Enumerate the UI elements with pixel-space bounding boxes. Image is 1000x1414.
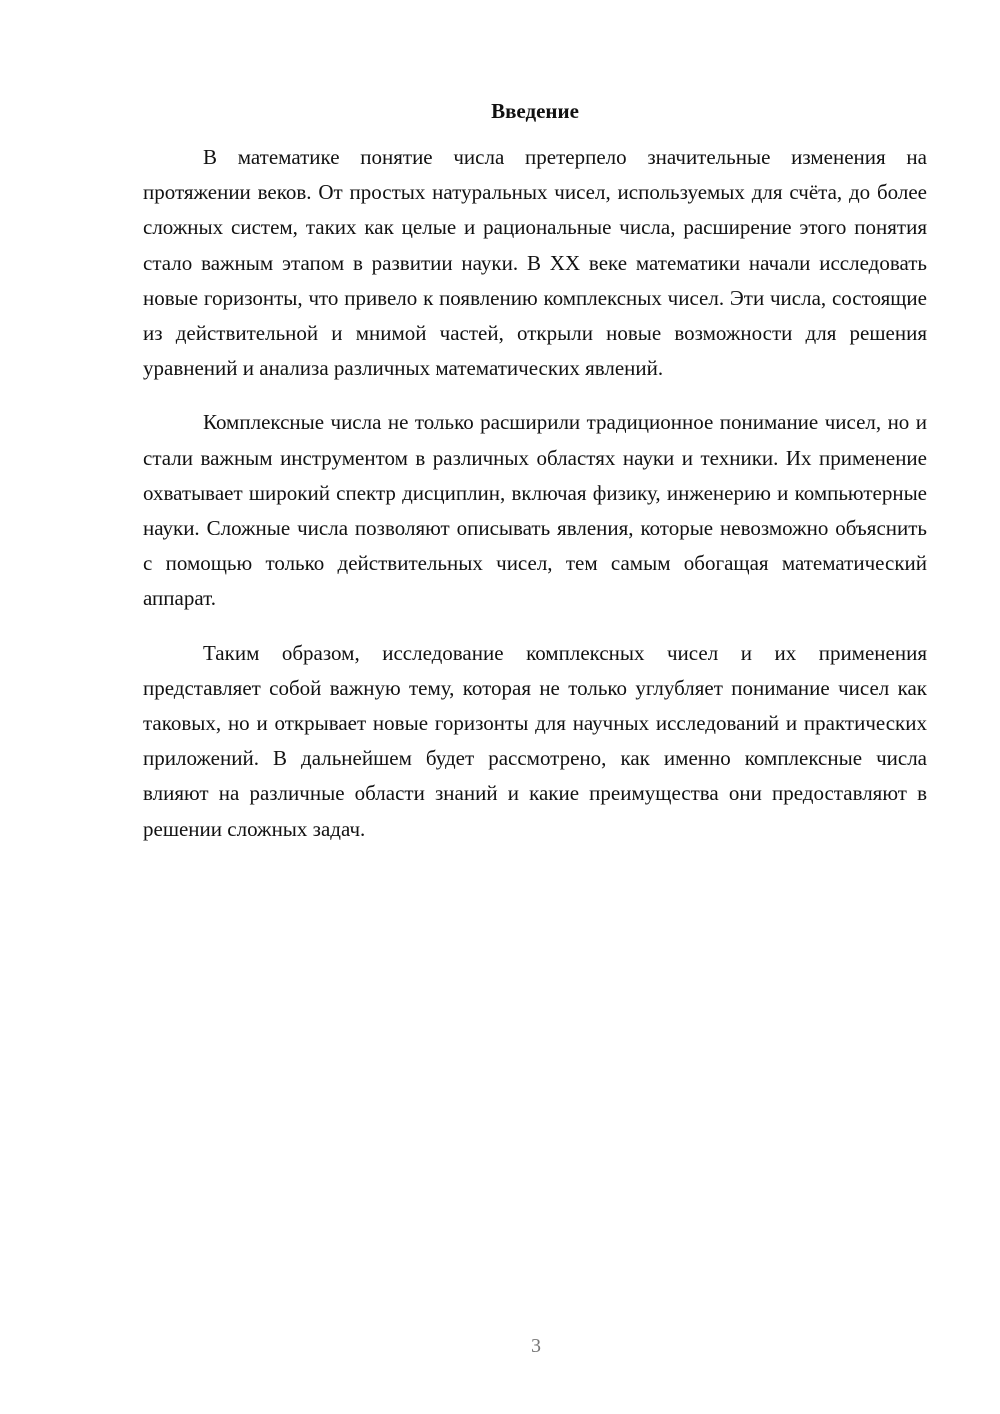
paragraph-2: Комплексные числа не только расширили традиционное понимание чисел, но и стали важным инструментом в различных областях науки и техники. Их применение охватывает широкий спектр дисциплин, включая физику, инженерию и компьютерные науки. Сложные числа позволяют описывать явления, которые невозможно объяснить с помощью только действительных чисел, тем самым обогащая математический аппарат. (143, 410, 927, 611)
page-content (143, 96, 927, 847)
section-title: Введение (491, 99, 579, 123)
paragraph-3: Таким образом, исследование комплексных чисел и их применения представляет собой важную тему, которая не только углубляет понимание чисел как таковых, но и открывает новые горизонты для научных исследований и практических приложений. В дальнейшем будет рассмотрено, как именно комплексные числа влияют на различные области знаний и какие преимущества они предоставляют в решении сложных задач. (143, 640, 927, 841)
paragraph-1: В математике понятие числа претерпело значительные изменения на протяжении веков. От простых натуральных чисел, используемых для счёта, до более сложных систем, таких как целые и рациональные числа, расширение этого понятия стало важным этапом в развитии науки. В XX веке математики начали исследовать новые горизонты, что привело к появлению комплексных чисел. Эти числа, состоящие из действительной и мнимой частей, открыли новые возможности для решения уравнений и анализа различных математических явлений. (143, 145, 927, 381)
page-number: 3 (531, 1335, 541, 1357)
